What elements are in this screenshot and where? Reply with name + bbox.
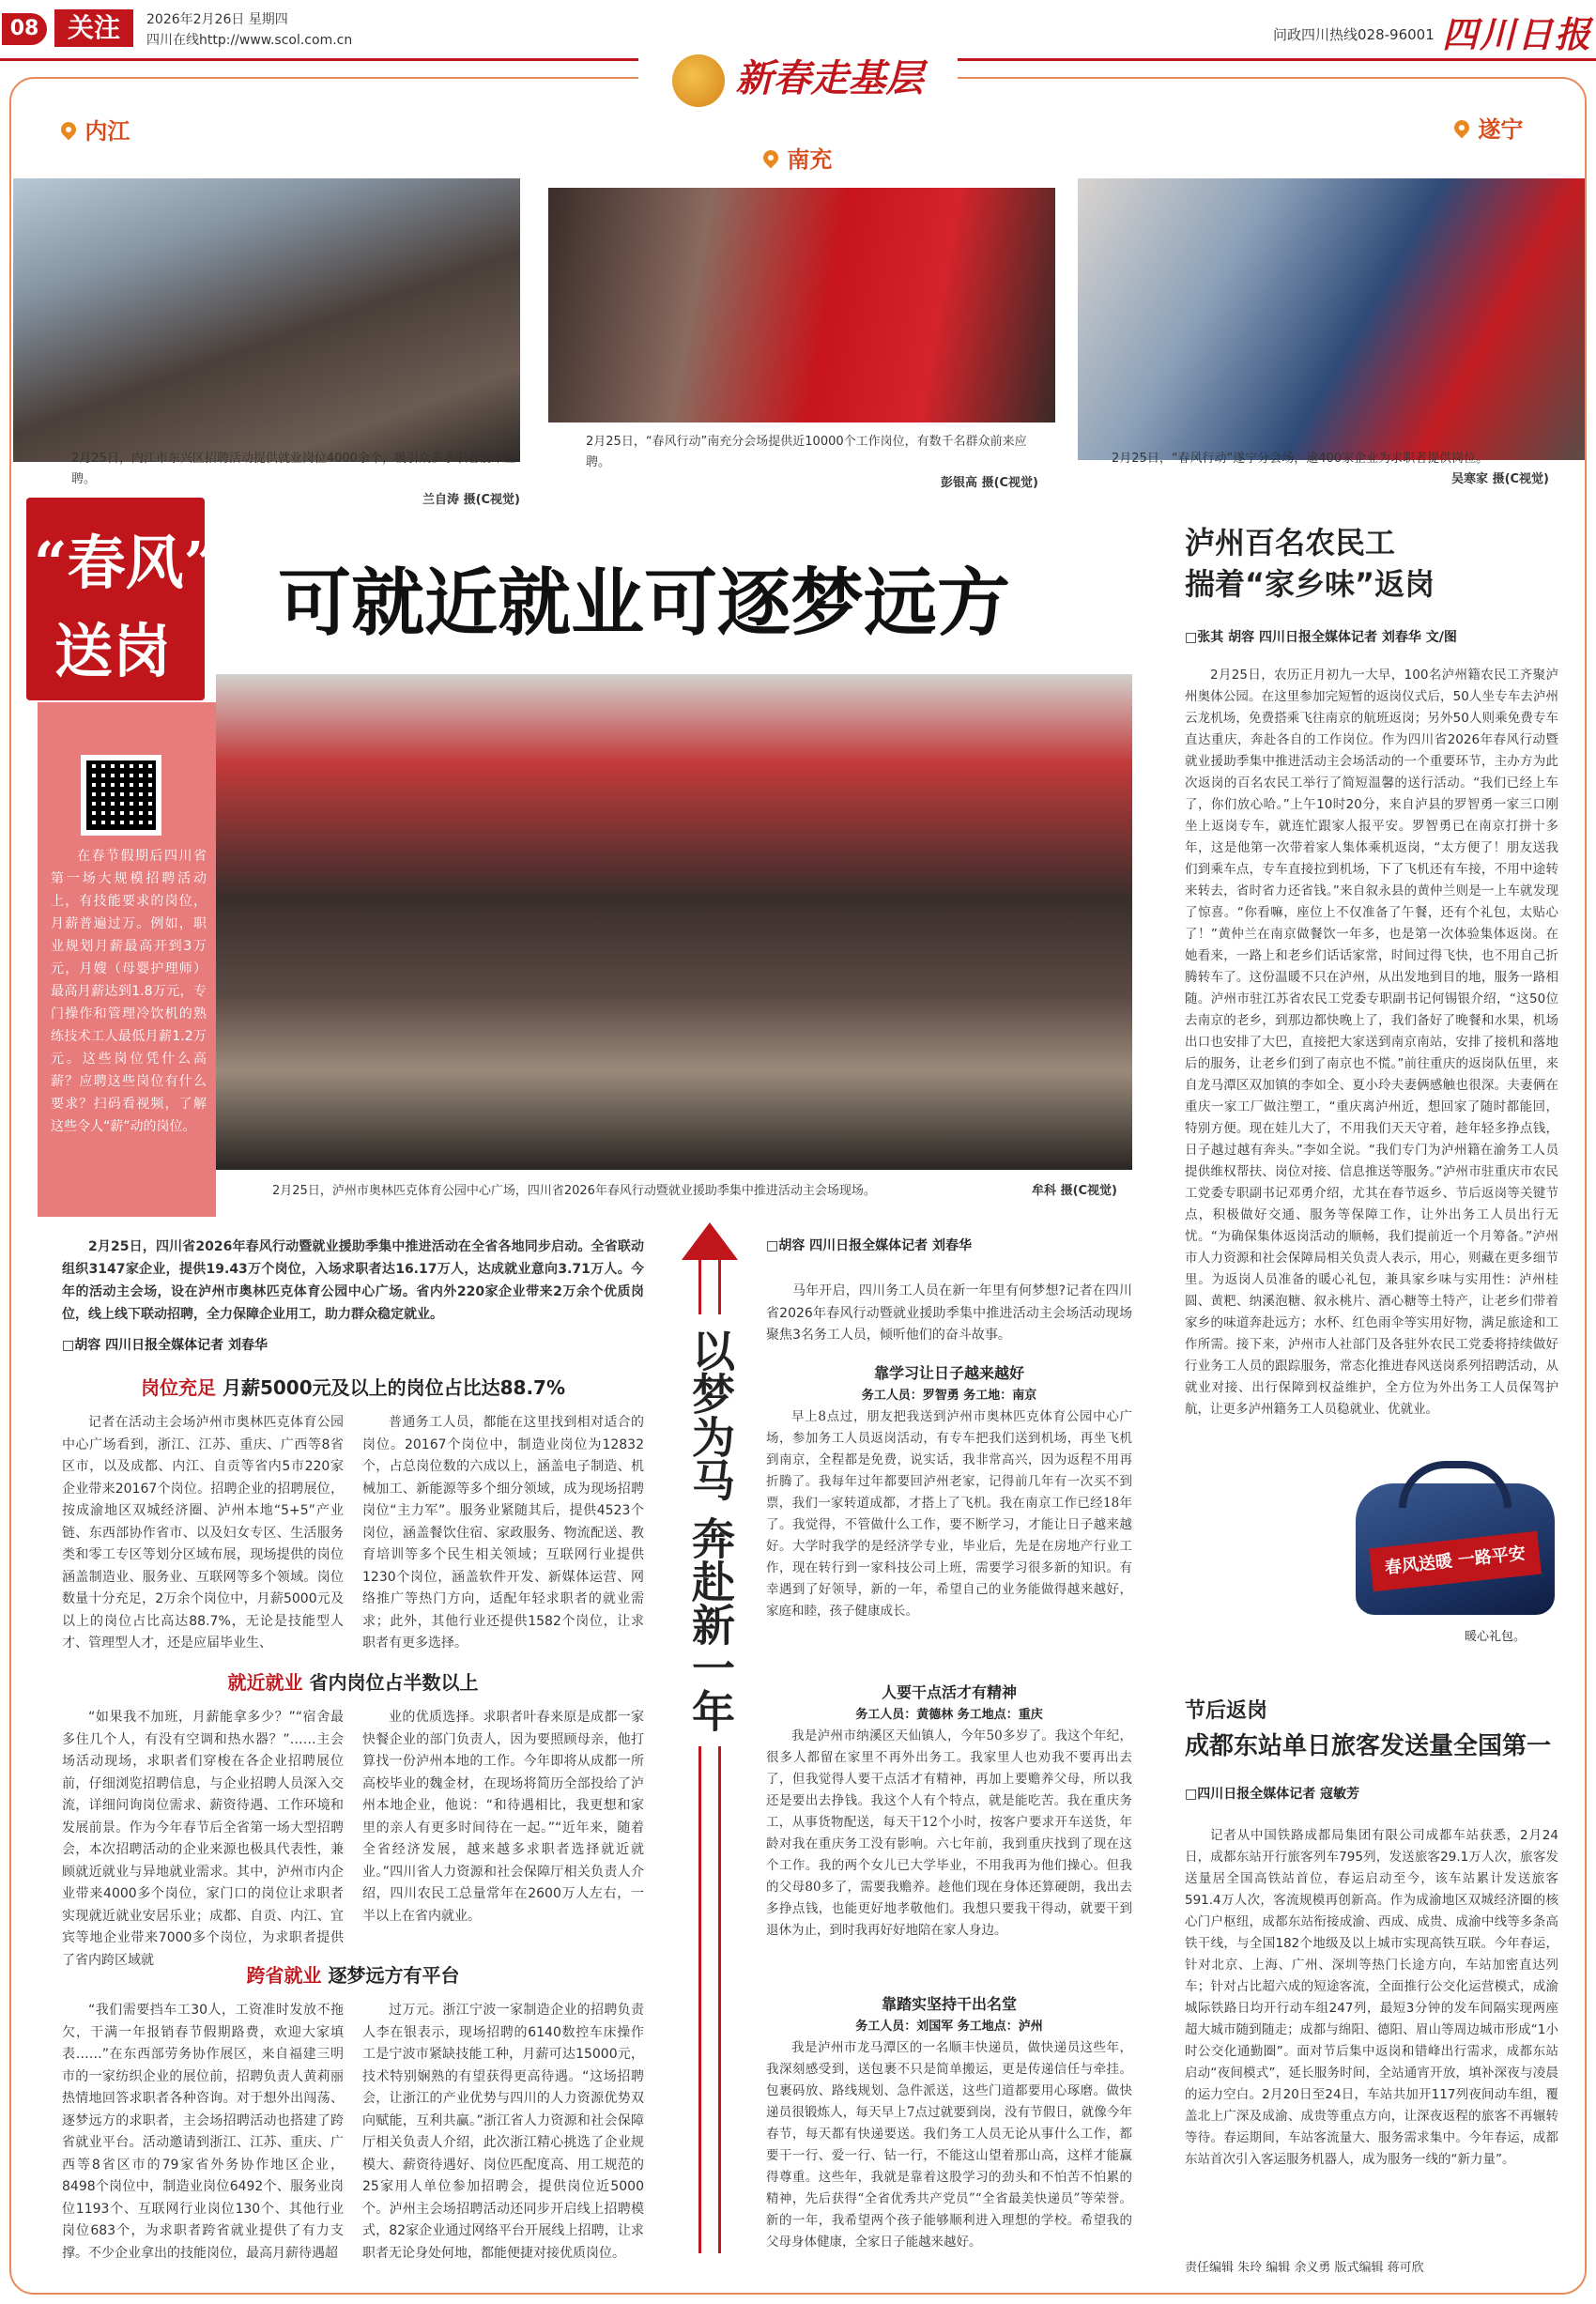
page-number: 08 [2, 13, 47, 45]
vertical-byline: □胡容 四川日报全媒体记者 刘春华 [766, 1238, 972, 1253]
main-tag [26, 498, 218, 700]
top-caption-2: 2月25日，“春风行动”南充分会场提供近10000个工作岗位，有数千名群众前来应聘。 彭银高 摄(C视觉) [586, 435, 1038, 490]
s2-col-a: “如果我不加班，月薪能拿多少？”“宿舍最多住几个人，有没有空调和热水器？”……主会场活动现场，求职者们穿梭在各企业招聘展位前，仔细浏览招聘信息，与企业招聘人员深入交流，详细问询岗位需求、薪资待遇、工作环境和发展前景。作为今年春节后全省第一场大型招聘会，本次招聘活动的企业来源也极具代表性，兼顾就近就业与异地就业需求。其中，泸州市内企业带来4000多个岗位，家门口的岗位让求职者实现就近就业安居乐业；成都、自贡、内江、宜宾等地企业带来7000多个岗位，为求职者提供了省内跨区域就 [62, 1710, 344, 1968]
s1-heading: 岗位充足 月薪5000元及以上的岗位占比达88.7% [140, 1376, 566, 1399]
right-byline-2: □四川日报全媒体记者 寇敏芳 [1185, 1787, 1360, 1802]
newspaper-logo: 四川日报 [1442, 13, 1593, 55]
headline: 可就近就业可逐梦远方 [278, 561, 1011, 646]
story-3-text: 我是泸州市龙马潭区的一名顺丰快递员，做快递员这些年，我深刻感受到，送包裹不只是简单搬运，更是传递信任与牵挂。包裹码放、路线规划、急件派送，这些门道都要用心琢磨。做快递员很锻炼人，每天早上7点过就要到岗，没有节假日，就像今年春节，每天都有快递要送。我们务工人员无论从事什么工作，都要干一行、爱一行、钻一行，不能这山望着那山高，这样才能赢得尊重。这些年，我就是靠着这股学习的劲头和不怕苦不怕累的精神，先后获得“全省优秀共产党员”“全省最美快递员”等荣誉。新的一年，我希望两个孩子能够顺利进入理想的学校。希望我的父母身体健康，全家日子能越来越好。 [766, 2040, 1132, 2250]
issue-date: 2026年2月26日 星期四 [146, 12, 288, 27]
horse-icon [672, 54, 725, 107]
side-column [38, 702, 216, 1217]
s3-heading: 跨省就业 逐梦远方有平台 [246, 1964, 460, 1987]
story-3 [766, 1987, 1132, 2253]
top-caption-3: 2月25日，“春风行动”遂宁分会场，逾400家企业为求职者提供岗位。 吴寒家 摄(C视觉) [1112, 452, 1549, 486]
right-headline: 泸州百名农民工 揣着“家乡味”返岗 [1185, 525, 1435, 602]
story-3-title: 靠踏实坚持干出名堂 [881, 1995, 1017, 2013]
story-1 [766, 1356, 1132, 1622]
city-label-3: 遂宁 [1453, 111, 1523, 144]
photo-suining [1078, 178, 1585, 460]
city-label-2: 南充 [762, 141, 832, 174]
story-1-text: 早上8点过，朋友把我送到泸州市奥林匹克体育公园中心广场，参加务工人员返岗活动，有专车把我们送到机场，再坐飞机到南京，全程都是免费，说实话，我非常高兴，因为返程不用再折腾了。我每年过年都要回泸州老家，记得前几年有一次买不到票，我们一家转道成都，才搭上了飞机。我在南京工作已经18年了。我觉得，不管做什么工作，要不断学习，才能让日子越来越好。大学时我学的是经济学专业，毕业后，先是在房地产行业工作，现在转行到一家科技公司上班，需要学习很多新的知识。有幸遇到了好领导，新的一年，希望自己的业务能做得越来越好，家庭和睦，孩子健康成长。 [766, 1409, 1132, 1619]
top-photo-1 [13, 111, 520, 462]
location-pin-icon [1453, 120, 1470, 143]
location-pin-icon [60, 122, 77, 145]
city-label-1: 内江 [60, 113, 130, 146]
top-photo-2 [548, 141, 1055, 451]
bag-caption: 暖心礼包。 [1465, 1630, 1527, 1644]
right-article: 2月25日，农历正月初九一大早，100名泸州籍农民工齐聚泸州奥体公园。在这里参加完短暂的返岗仪式后，50人坐专车去泸州云龙机场，免费搭乘飞往南京的航班返岗；另外50人则乘免费专车直达重庆，奔赴各自的工作岗位。作为四川省2026年春风行动暨就业援助季集中推进活动主会场活动的一个重要环节，主办方为此次返岗的百名农民工举行了简短温馨的送行活动。“我们已经上车了，你们放心哈。”上午10时20分，来自泸县的罗智勇一家三口刚坐上返岗专车，就连忙跟家人报平安。罗智勇已在南京打拼十多年，这是他第一次带着家人集体乘机返岗，“太方便了！朋友送我们到乘车点，专车直接拉到机场，下了飞机还有车接，不用中途转来转去，省时省力还省钱。”来自叙永县的黄仲兰则是一上车就发现了惊喜。“你看嘛，座位上不仅准备了午餐，还有个礼包，太贴心了！”黄仲兰在南京做餐饮一年多，也是第一次体验集体返岗。在她看来，一路上和老乡们话话家常，时间过得飞快，也不用自己折腾转车了。这份温暖不只在泸州，从出发地到目的地，服务一路相随。泸州市驻江苏省农民工党委专职副书记何锡银介绍，“这50位去南京的老乡，到那边都快晚上了，我们备好了晚餐和水果，机场出口也安排了大巴，直接把大家送到南京南站，安排了接机和落地后的服务，让老乡们到了南京也不慌。”前往重庆的返岗队伍里，来自龙马潭区双加镇的李如全、夏小玲夫妻俩感触也很深。夫妻俩在重庆一家工厂做注塑工，“重庆离泸州近，想回家了随时都能回，特别方便。现在娃儿大了，不用我们天天守着，趁年轻多挣点钱，日子越过越有奔头。”李如全说。“我们专门为泸州籍在渝务工人员提供维权帮扶、岗位对接、信息推送等服务。”泸州市驻重庆市农民工党委专职副书记邓勇介绍，尤其在春节返乡、节后返岗等关键节点，积极做好交通、服务等保障工作，让外出务工人员出行无忧。“为确保集体返岗活动的顺畅，我们提前近一个月筹备。”泸州市人力资源和社会保障局相关负责人表示，用心，则藏在更多细节里。为返岗人员准备的暖心礼包，兼具家乡味与实用性：泸州桂圆、黄粑、纳溪泡糖、叙永桃片、酒心糖等土特产，让老乡们带着家乡的味道奔赴远方；水杯、红色雨伞等实用好物，满足旅途和工作所需。接下来，泸州市人社部门及各驻外农民工党委将持续做好行业务工人员的跟踪服务，常态化推进春风送岗系列招聘活动，从就业对接、出行保障到权益维护，全方位为外出务工人员保驾护航，让更多泸州籍务工人员稳就业、优就业。 [1185, 668, 1558, 1417]
side-text: 在春节假期后四川省第一场大规模招聘活动上，有技能要求的岗位，月薪普遍过万。例如，职业规划月薪最高开到3万元，月嫂（母婴护理师）最高月薪达到1.8万元，专门操作和管理冷饮机的熟练技术工人最低月薪1.2万元。这些岗位凭什么高薪？应聘这些岗位有什么要求？扫码看视频，了解这些令人“薪”动的岗位。 [51, 849, 207, 1134]
banner-title: 新春走基层 [735, 55, 924, 100]
qr-code[interactable] [81, 755, 161, 836]
s1-col-a: 记者在活动主会场泸州市奥林匹克体育公园中心广场看到，浙江、江苏、重庆、广西等8省区市，以及成都、内江、自贡等省内5市220家企业带来20167个岗位。招聘企业的招聘展位，按成渝地区双城经济圈、泸州本地“5+5”产业链、东西部协作省市、以及妇女专区、生活服务类和零工专区等划分区域布展，现场提供的岗位涵盖制造业、服务业、互联网等多个领域。岗位数量十分充足，2万余个岗位中，月薪5000元及以上的岗位占比高达88.7%，无论是技能型人才、管理型人才，还是应届毕业生、 [62, 1415, 344, 1651]
s3-col-a: “我们需要挡车工30人，工资准时发放不拖欠，干满一年报销春节假期路费，欢迎大家填表……”在东西部劳务协作展区，来自福建三明市的一家纺织企业的展位前，招聘负责人黄莉丽热情地回答求职者各种咨询。对于想外出闯荡、逐梦远方的求职者，主会场招聘活动也搭建了跨省就业平台。活动邀请到浙江、江苏、重庆、广西等8省区市的79家省外务协作地区企业，8498个岗位中，制造业岗位6492个、服务业岗位1193个、互联网行业岗位130个、其他行业岗位683个，为求职者跨省就业提供了有力支撑。不少企业拿出的技能岗位，最高月薪待遇超 [62, 2003, 344, 2261]
main-photo-caption: 2月25日，泸州市奥林匹克体育公园中心广场，四川省2026年春风行动暨就业援助季集中推进活动主会场现场。 牟科 摄(C视觉) [272, 1184, 1117, 1198]
story-3-info: 务工人员：刘国军 务工地点：泸州 [855, 2020, 1043, 2034]
story-2-info: 务工人员：黄德林 务工地点：重庆 [855, 1708, 1043, 1722]
s2-col-b: 业的优质选择。求职者叶春来原是成都一家快餐企业的部门负责人，因为要照顾母亲，他打算找一份泸州本地的工作。今年即将从成都一所高校毕业的魏金材，在现场将简历全部投给了泸州本地企业，他说：“和待遇相比，我更想和家里的亲人有更多时间待在一起。”“近年来，随着全省经济发展，越来越多求职者选择就近就业。”四川省人力资源和社会保障厅相关负责人介绍，四川农民工总量常年在2600万人左右，一半以上在省内就业。 [362, 1710, 644, 1924]
photo-nanchong [548, 188, 1055, 422]
editor-credits: 责任编辑 朱玲 编辑 余义勇 版式编辑 蒋可欣 [1185, 2261, 1424, 2275]
arrow-up-icon [682, 1222, 738, 1260]
vertical-title: 以梦为马 奔赴新一年 [682, 1314, 738, 1746]
main-photo [216, 674, 1132, 1170]
story-1-info: 务工人员：罗智勇 务工地：南京 [861, 1389, 1037, 1403]
section-name: 关注 [54, 9, 133, 47]
right-byline: □张其 胡容 四川日报全媒体记者 刘春华 文/图 [1185, 630, 1457, 645]
tag-line-1: “春风” [34, 529, 218, 597]
story-2 [766, 1675, 1132, 1942]
banner [638, 43, 958, 118]
photo-neijiang [13, 178, 520, 462]
bag-label: 春风送暖 一路平安 [1369, 1531, 1542, 1592]
lead-paragraph: 2月25日，四川省2026年春风行动暨就业援助季集中推进活动在全省各地同步启动。全省联动组织3147家企业，提供19.43万个岗位，入场求职者达16.17万人，达成就业意向3.71万人。今年的活动主会场，设在泸州市奥林匹克体育公园中心广场。省内外220家企业带来2万余个优质岗位，线上线下联动招聘，全力保障企业用工，助力群众稳定就业。 [62, 1239, 644, 1322]
story-2-text: 我是泸州市纳溪区天仙镇人，今年50多岁了。我这个年纪，很多人都留在家里不再外出务工。我家里人也劝我不要再出去了，但我觉得人要干点活才有精神，再加上要赡养父母，所以我还是要出去挣钱。我这个人有个特点，就是能吃苦。我在重庆务工，从事货物配送，每天干12个小时，按客户要求开车送货，年龄对我在重庆务工没有影响。六七年前，我到重庆找到了现在这个工作。我的两个女儿已大学毕业，不用我再为他们操心。但我的父母80多了，需要我赡养。趁他们现在身体还算硬朗，我出去多挣点钱，也能更好地孝敬他们。我想只要我干得动，就要干到退休为止，到时我再好好地陪在家人身边。 [766, 1728, 1132, 1938]
hotline: 问政四川热线028-96001 [1273, 26, 1435, 43]
site-url[interactable]: 四川在线http://www.scol.com.cn [146, 33, 353, 48]
top-photo-3 [1078, 111, 1585, 468]
top-caption-1: 2月25日，内江市东兴区招聘活动提供就业岗位4000余个，吸引众多求职者前来应聘。 兰自涛 摄(C视觉) [71, 452, 520, 507]
s2-heading: 就近就业 省内岗位占半数以上 [227, 1671, 479, 1694]
story-1-title: 靠学习让日子越来越好 [873, 1364, 1024, 1382]
s3-col-b: 过万元。浙江宁波一家制造企业的招聘负责人李在银表示，现场招聘的6140数控车床操作工是宁波市紧缺技能工种，月薪可达15000元，技术特别娴熟的有望获得更高待遇。“这场招聘会，让浙江的产业优势与四川的人力资源优势双向赋能，互利共赢。”浙江省人力资源和社会保障厅相关负责人介绍，此次浙江精心挑选了企业规模大、薪资待遇好、岗位匹配度高、用工规范的25家用人单位参加招聘会，提供岗位近5000个。泸州主会场招聘活动还同步开启线上招聘模式，82家企业通过网络平台开展线上招聘，让求职者无论身处何地，都能便捷对接优质岗位。 [362, 2003, 644, 2261]
vertical-intro: 马年开启，四川务工人员在新一年里有何梦想?记者在四川省2026年春风行动暨就业援助季集中推进活动主会场活动现场聚焦3名务工人员，倾听他们的奋斗故事。 [766, 1283, 1132, 1343]
gift-bag-image [1352, 1461, 1558, 1649]
s1-col-b: 普通务工人员，都能在这里找到相对适合的岗位。20167个岗位中，制造业岗位为12832个，占总岗位数的六成以上，涵盖电子制造、机械加工、新能源等多个细分领域，成为现场招聘岗位“主力军”。服务业紧随其后，提供4523个岗位，涵盖餐饮住宿、家政服务、物流配送、教育培训等多个民生相关领域；互联网行业提供1230个岗位，涵盖软件开发、新媒体运营、网络推广等热门方向，适配年轻求职者的就业需求；此外，其他行业还提供1582个岗位，让求职者有更多选择。 [362, 1415, 644, 1651]
tag-line-2: 送岗 [54, 617, 172, 685]
main-byline: □胡容 四川日报全媒体记者 刘春华 [62, 1338, 268, 1353]
story-2-title: 人要干点活才有精神 [881, 1683, 1017, 1701]
right-headline-2: 节后返岗 成都东站单日旅客发送量全国第一 [1185, 1699, 1552, 1760]
location-pin-icon [762, 150, 779, 173]
right-article-2: 记者从中国铁路成都局集团有限公司成都车站获悉，2月24日，成都东站开行旅客列车795列，发送旅客29.1万人次，旅客发送量居全国高铁站首位，春运启动至今，该车站累计发送旅客591.4万人次，客流规模再创新高。作为成渝地区双城经济圈的核心门户枢纽，成都东站衔接成渝、西成、成贵、成渝中线等多条高铁干线，与全国182个地级及以上城市实现高铁互联。今年春运，针对北京、上海、广州、深圳等热门长途方向，车站加密直达列车；针对占比超六成的短途客流，全面推行公交化运营模式，成渝城际铁路日均开行动车组247列，最短3分钟的发车间隔实现两座超大城市随到随走；成都与绵阳、德阳、眉山等周边城市形成“1小时公交化通勤圈”。面对节后集中返岗和错峰出行需求，成都东站启动“夜间模式”，延长服务时间，全站通宵开放，填补深夜与凌晨的运力空白。2月20日至24日，车站共加开117列夜间动车组，覆盖北上广深及成渝、成贵等重点方向，让深夜返程的旅客不再辗转等待。春运期间，车站客流量大、服务需求集中。今年春运，成都东站首次引入客运服务机器人，成为服务一线的“新力量”。 [1185, 1828, 1558, 2167]
bag-handle [1399, 1461, 1512, 1508]
